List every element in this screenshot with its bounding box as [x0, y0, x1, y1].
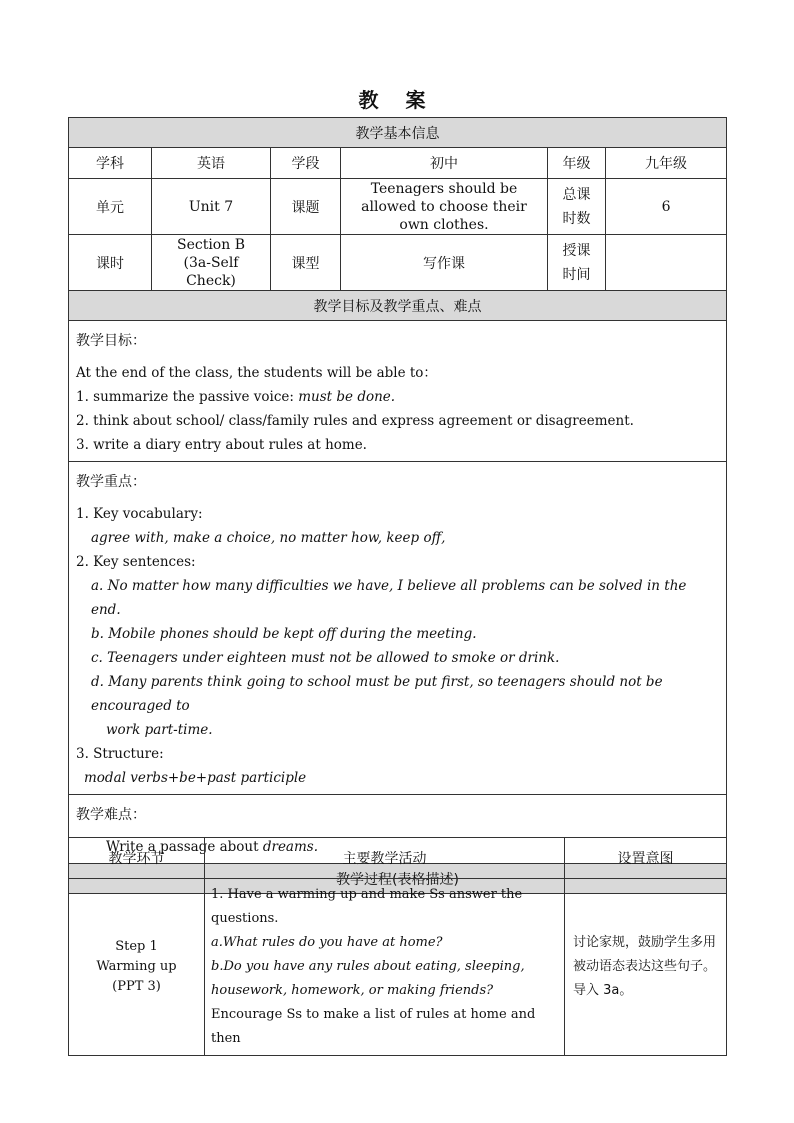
objectives-box	[69, 321, 727, 462]
unit-label: 单元	[69, 179, 152, 235]
sentence-d: d. Many parents think going to school must be put first, so teenagers should not be encouraged to	[91, 674, 663, 714]
difficulties-heading: 教学难点：	[76, 807, 146, 823]
col-step: 教学环节	[69, 838, 205, 879]
key-points-box	[69, 462, 727, 795]
stage-label: 学段	[271, 148, 341, 179]
objective-item-2: 2. think about school/ class/family rules and express agreement or disagreement.	[76, 413, 634, 429]
grade-value: 九年级	[606, 148, 727, 179]
structure-label: 3. Structure:	[76, 746, 164, 762]
difficulties-text: Write a passage about dreams.	[106, 839, 318, 855]
key-points-heading: 教学重点：	[76, 474, 146, 490]
type-label: 课型	[271, 235, 341, 291]
vocab-list: agree with, make a choice, no matter how, keep off,	[91, 530, 446, 546]
info-row-3	[69, 235, 727, 291]
section-title: 教学目标及教学重点、难点	[69, 291, 727, 321]
topic-label: 课题	[271, 179, 341, 235]
grade-label: 年级	[548, 148, 606, 179]
process-header-row	[69, 838, 727, 879]
process-table	[68, 837, 727, 1056]
activity-cell: 1. Have a warming up and make Ss answer the questions. a.What rules do you have at home? b.Do you have any rules about eating, sleeping, housework, homework, or making friends? Encourage Ss to make a list of rules at home and then	[205, 879, 565, 1056]
subject-label: 学科	[69, 148, 152, 179]
lesson-plan-table	[68, 117, 727, 894]
class-time-label: 授课 时间	[548, 235, 606, 291]
sentence-a: a. No matter how many difficulties we have, I believe all problems can be solved in the end.	[91, 578, 687, 618]
col-activity: 主要教学活动	[205, 838, 565, 879]
total-hours-value: 6	[606, 179, 727, 235]
section-objectives	[69, 291, 727, 321]
structure-text: modal verbs+be+past participle	[84, 770, 307, 786]
objectives-intro: At the end of the class, the students will be able to：	[76, 365, 437, 381]
info-row-2	[69, 179, 727, 235]
class-time-value	[606, 235, 727, 291]
objective-item-1: 1. summarize the passive voice: must be done.	[76, 389, 396, 405]
sentence-d-cont: work part-time.	[106, 722, 213, 738]
total-hours-label: 总课 时数	[548, 179, 606, 235]
info-row-1	[69, 148, 727, 179]
key-points-row	[69, 462, 727, 795]
period-label: 课时	[69, 235, 152, 291]
step-cell: Step 1 Warming up (PPT 3)	[69, 879, 205, 1056]
intent-cell: 讨论家规，鼓励学生多用被动语态表达这些句子。导入 3a。	[565, 879, 727, 1056]
sentences-label: 2. Key sentences:	[76, 554, 196, 570]
subject-value: 英语	[152, 148, 271, 179]
objective-item-3: 3. write a diary entry about rules at home.	[76, 437, 367, 453]
topic-value: Teenagers should be allowed to choose their own clothes.	[341, 179, 548, 235]
objectives-heading: 教学目标：	[76, 333, 146, 349]
section-basic-info	[69, 118, 727, 148]
sentence-b: b. Mobile phones should be kept off during the meeting.	[91, 626, 477, 642]
stage-value: 初中	[341, 148, 548, 179]
document-title: 教 案	[358, 88, 436, 112]
objectives-row	[69, 321, 727, 462]
vocab-label: 1. Key vocabulary:	[76, 506, 203, 522]
process-row-step1	[69, 879, 727, 1056]
type-value: 写作课	[341, 235, 548, 291]
period-value: Section B (3a-Self Check)	[152, 235, 271, 291]
unit-value: Unit 7	[152, 179, 271, 235]
sentence-c: c. Teenagers under eighteen must not be allowed to smoke or drink.	[91, 650, 560, 666]
section-title: 教学过程(表格描述)	[69, 864, 727, 894]
section-title: 教学基本信息	[69, 118, 727, 148]
col-intent: 设置意图	[565, 838, 727, 879]
